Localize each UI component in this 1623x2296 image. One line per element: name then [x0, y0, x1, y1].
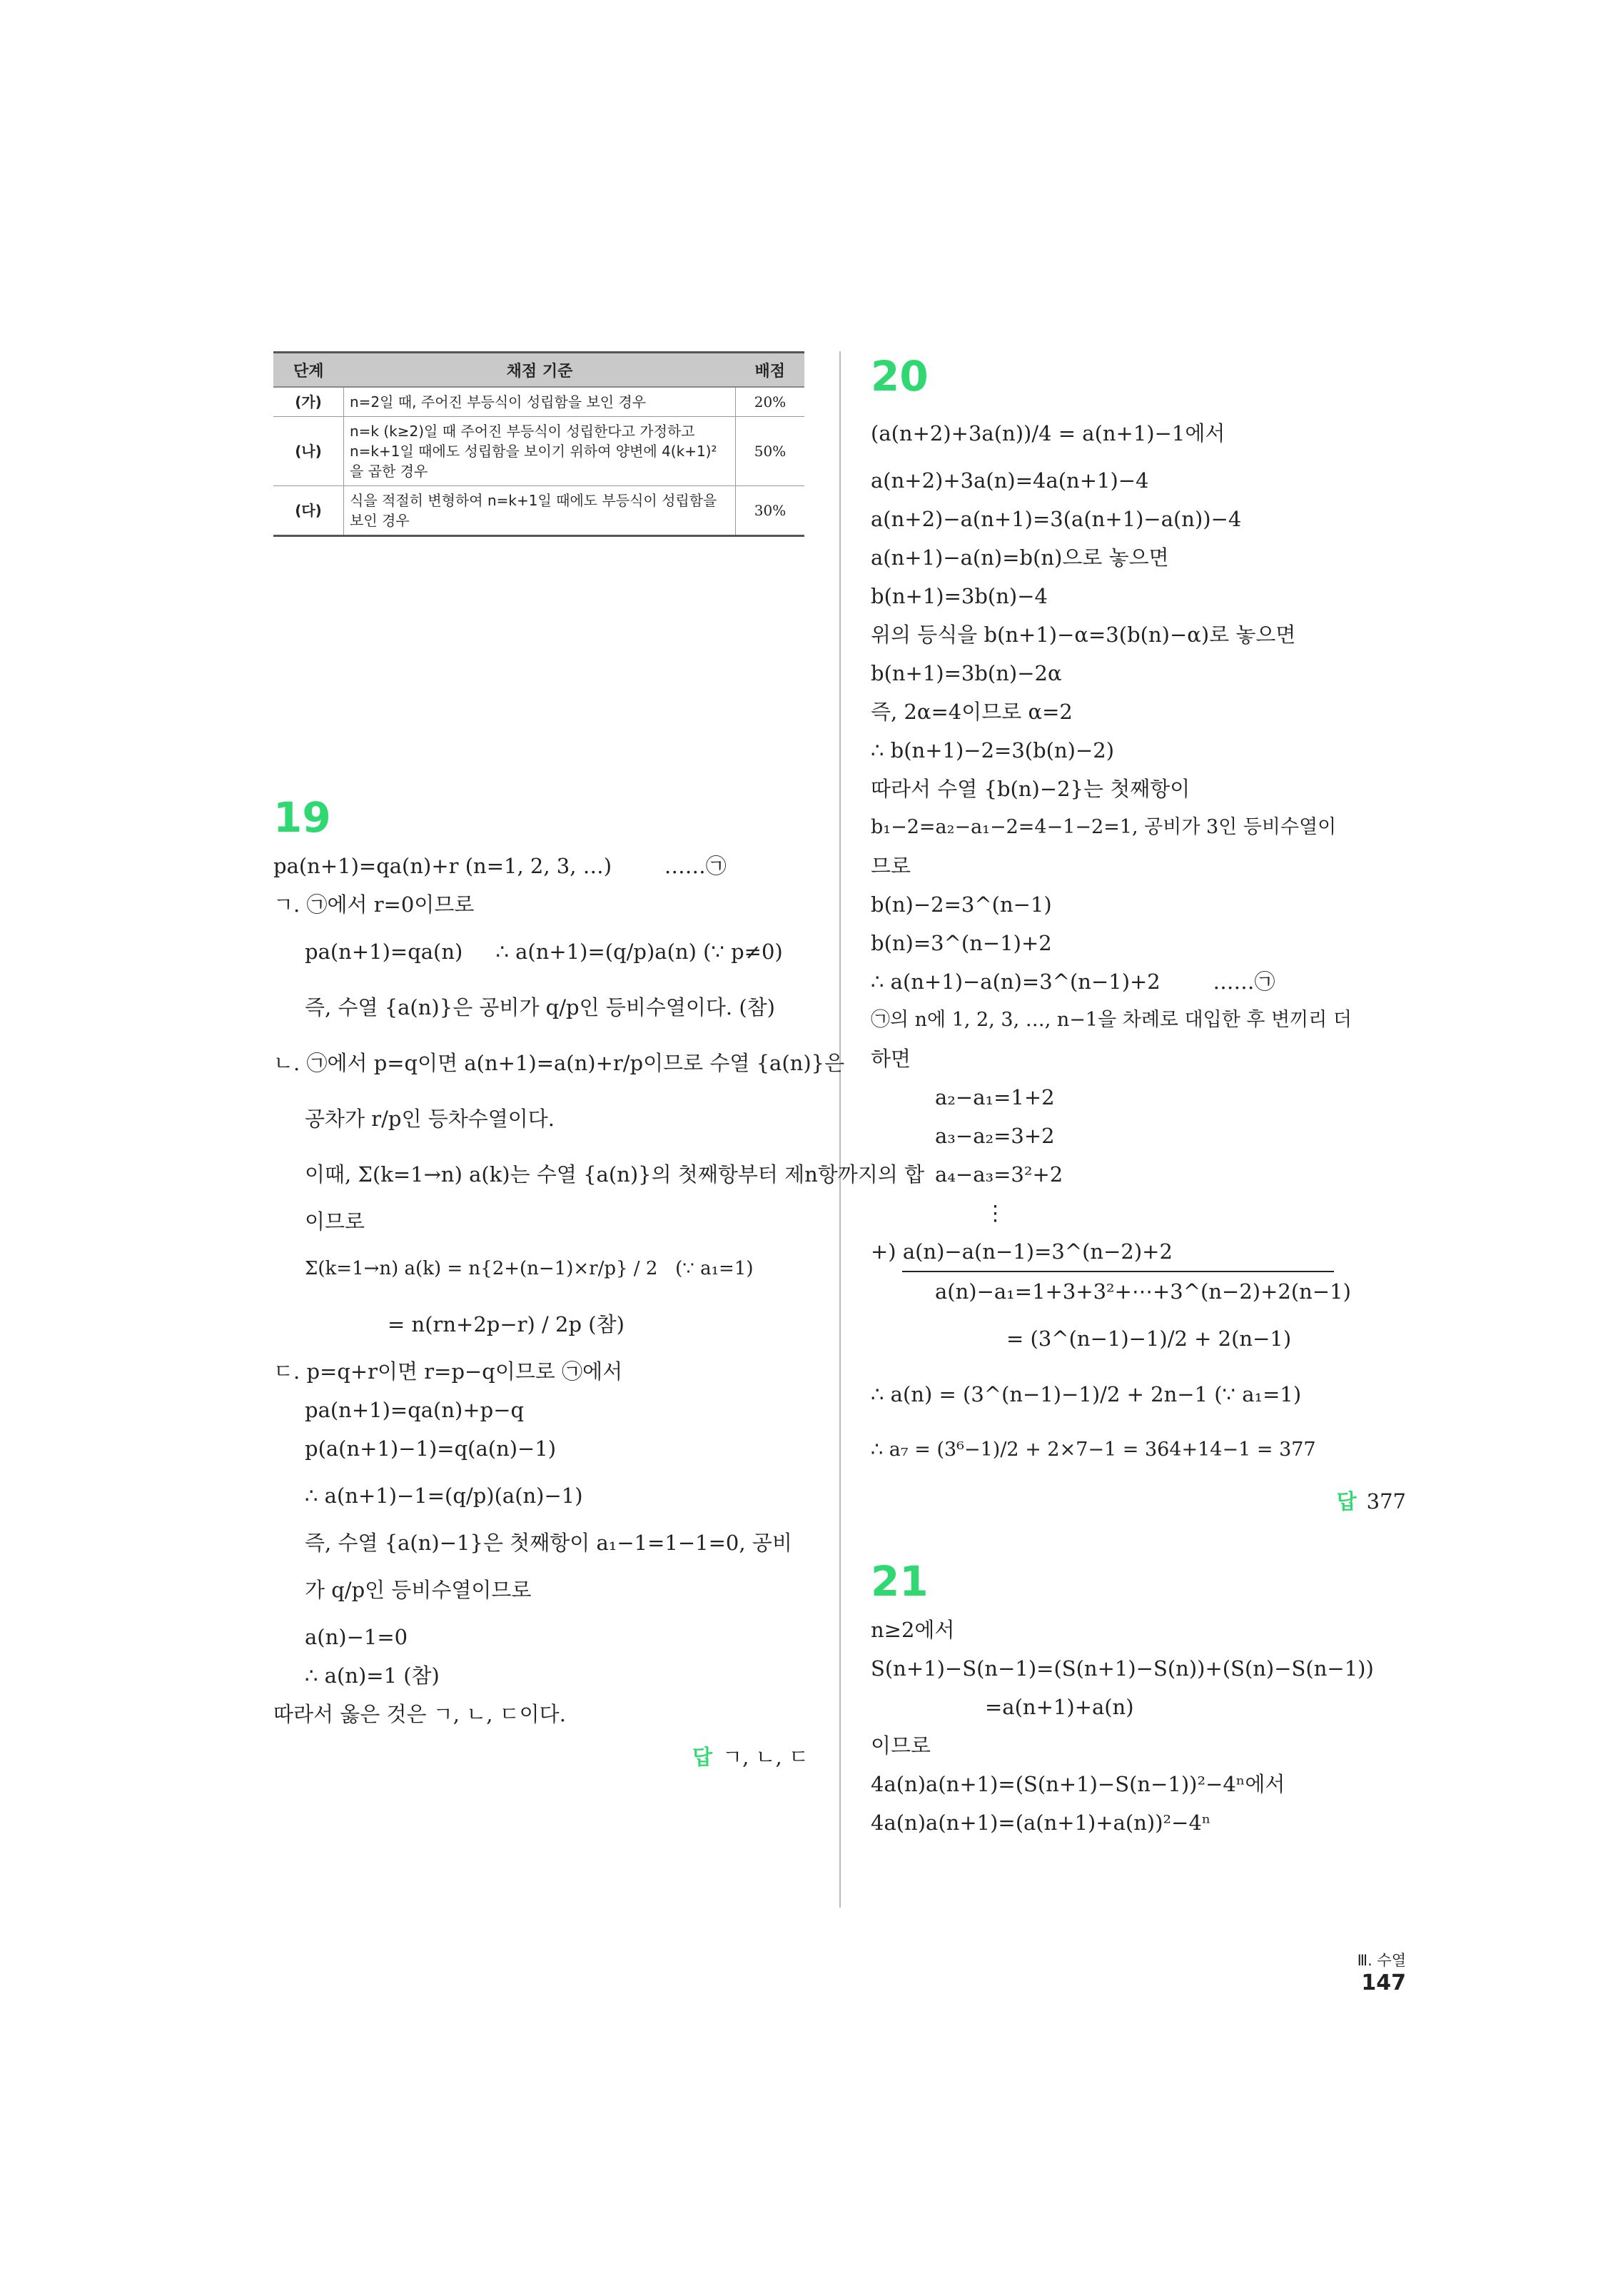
answer-19 [273, 1738, 809, 1776]
solution-line: a(n+2)−a(n+1)=3(a(n+1)−a(n))−4 [871, 507, 1242, 531]
solution-line: 공차가 r/p인 등차수열이다. [305, 1107, 555, 1131]
row-criterion: n=k (k≥2)일 때 주어진 부등식이 성립한다고 가정하고 n=k+1일 때에도 성립함을 보이기 위하여 양변에 4(k+1)²을 곱한 경우 [344, 417, 736, 486]
solution-line: ㄴ. ㉠에서 p=q이면 a(n+1)=a(n)+r/p이므로 수열 {a(n)}은 [273, 1051, 845, 1075]
solution-line: 이므로 [871, 1733, 931, 1758]
solution-line: a(n)−1=0 [305, 1625, 408, 1649]
page-number: 147 [1361, 1970, 1406, 1995]
solution-line: a(n)−a₁=1+3+3²+⋯+3^(n−2)+2(n−1) [935, 1279, 1351, 1304]
header-step: 단계 [273, 353, 344, 388]
solution-line: ∴ a(n+1)−a(n)=3^(n−1)+2 ……㉠ [871, 970, 1275, 994]
problem-number-19: 19 [273, 793, 331, 842]
row-criterion: 식을 적절히 변형하여 n=k+1일 때에도 부등식이 성립함을 보인 경우 [344, 486, 736, 536]
solution-line: ㄷ. p=q+r이면 r=p−q이므로 ㉠에서 [273, 1359, 623, 1384]
row-score: 50% [736, 417, 805, 486]
solution-line: a(n+1)−a(n)=b(n)으로 놓으면 [871, 545, 1169, 570]
row-score: 30% [736, 486, 805, 536]
solution-line: 가 q/p인 등비수열이므로 [305, 1578, 532, 1602]
page-footer [1306, 1949, 1406, 1995]
row-step: (나) [273, 417, 344, 486]
solution-line: a(n+2)+3a(n)=4a(n+1)−4 [871, 468, 1149, 493]
chapter-label: Ⅲ. 수열 [1357, 1952, 1406, 1969]
solution-line: 따라서 수열 {b(n)−2}는 첫째항이 [871, 777, 1190, 801]
solution-line: b(n+1)=3b(n)−2α [871, 661, 1062, 685]
solution-line: 이므로 [305, 1209, 365, 1234]
solution-line: S(n+1)−S(n−1)=(S(n+1)−S(n))+(S(n)−S(n−1)) [871, 1656, 1374, 1681]
summation-line: a₂−a₁=1+2 [935, 1085, 1055, 1109]
row-step: (다) [273, 486, 344, 536]
solution-line: 므로 [871, 854, 911, 878]
header-score: 배점 [736, 353, 805, 388]
column-divider [839, 351, 841, 1908]
answer-value: 377 [1366, 1489, 1406, 1514]
solution-line: 따라서 옳은 것은 ㄱ, ㄴ, ㄷ이다. [273, 1702, 566, 1726]
vertical-ellipsis: ⋮ [985, 1201, 1006, 1225]
row-criterion: n=2일 때, 주어진 부등식이 성립함을 보인 경우 [344, 387, 736, 417]
answer-label: 답 [1336, 1489, 1357, 1514]
solution-line: b(n)−2=3^(n−1) [871, 892, 1052, 917]
right-column [871, 351, 1406, 1842]
solution-line: ∴ a₇ = (3⁶−1)/2 + 2×7−1 = 364+14−1 = 377 [871, 1439, 1316, 1461]
solution-line: ∴ a(n) = (3^(n−1)−1)/2 + 2n−1 (∵ a₁=1) [871, 1382, 1302, 1406]
solution-line: 하면 [871, 1047, 911, 1071]
solution-line: b(n)=3^(n−1)+2 [871, 931, 1052, 955]
solution-line: (a(n+2)+3a(n))/4 = a(n+1)−1에서 [871, 421, 1225, 445]
solution-line: 4a(n)a(n+1)=(S(n+1)−S(n−1))²−4ⁿ에서 [871, 1772, 1285, 1796]
solution-line: ∴ a(n)=1 (참) [305, 1663, 440, 1688]
solution-line: =a(n+1)+a(n) [985, 1695, 1134, 1719]
solution-line: 즉, 수열 {a(n)}은 공비가 q/p인 등비수열이다. (참) [305, 995, 775, 1019]
row-step: (가) [273, 387, 344, 417]
solution-line: = n(rn+2p−r) / 2p (참) [388, 1312, 625, 1336]
solution-line: 즉, 2α=4이므로 α=2 [871, 700, 1073, 724]
solution-line: b(n+1)=3b(n)−4 [871, 584, 1048, 608]
row-score: 20% [736, 387, 805, 417]
solution-line: 이때, Σ(k=1→n) a(k)는 수열 {a(n)}의 첫째항부터 제n항까지의 합 [305, 1162, 925, 1187]
grading-table [273, 351, 804, 537]
solution-line: pa(n+1)=qa(n)+p−q [305, 1398, 525, 1422]
solution-line: 위의 등식을 b(n+1)−α=3(b(n)−α)로 놓으면 [871, 623, 1296, 647]
header-criterion: 채점 기준 [344, 353, 736, 388]
solution-line: ∴ a(n+1)−1=(q/p)(a(n)−1) [305, 1484, 583, 1508]
table-row [273, 387, 804, 417]
solution-line: = (3^(n−1)−1)/2 + 2(n−1) [1006, 1326, 1292, 1351]
solution-line: 즉, 수열 {a(n)−1}은 첫째항이 a₁−1=1−1=0, 공비 [305, 1531, 792, 1555]
table-row [273, 486, 804, 536]
summation-line: a₄−a₃=3²+2 [935, 1162, 1063, 1187]
problem-number-21: 21 [871, 1557, 929, 1606]
answer-value: ㄱ, ㄴ, ㄷ [722, 1745, 809, 1769]
answer-20 [871, 1482, 1406, 1521]
solution-line: ㄱ. ㉠에서 r=0이므로 [273, 892, 475, 917]
solution-line: pa(n+1)=qa(n) ∴ a(n+1)=(q/p)a(n) (∵ p≠0) [305, 940, 783, 964]
solution-line: 4a(n)a(n+1)=(a(n+1)+a(n))²−4ⁿ [871, 1811, 1211, 1835]
solution-line: n≥2에서 [871, 1618, 955, 1642]
table-row [273, 417, 804, 486]
solution-line: ∴ b(n+1)−2=3(b(n)−2) [871, 738, 1115, 762]
table-header-row [273, 353, 804, 388]
solution-line: p(a(n+1)−1)=q(a(n)−1) [305, 1436, 557, 1461]
answer-label: 답 [692, 1745, 713, 1769]
summation-line: a₃−a₂=3+2 [935, 1124, 1055, 1148]
solution-line: ㉠의 n에 1, 2, 3, …, n−1을 차례로 대입한 후 변끼리 더 [871, 1009, 1352, 1031]
problem-number-20: 20 [871, 352, 929, 401]
summation-line: +) a(n)−a(n−1)=3^(n−2)+2 [871, 1239, 1173, 1264]
solution-line: b₁−2=a₂−a₁−2=4−1−2=1, 공비가 3인 등비수열이 [871, 816, 1337, 838]
solution-line: pa(n+1)=qa(n)+r (n=1, 2, 3, …) ……㉠ [273, 854, 727, 878]
solution-line: Σ(k=1→n) a(k) = n{2+(n−1)×r/p} / 2 (∵ a₁=1) [305, 1258, 754, 1279]
